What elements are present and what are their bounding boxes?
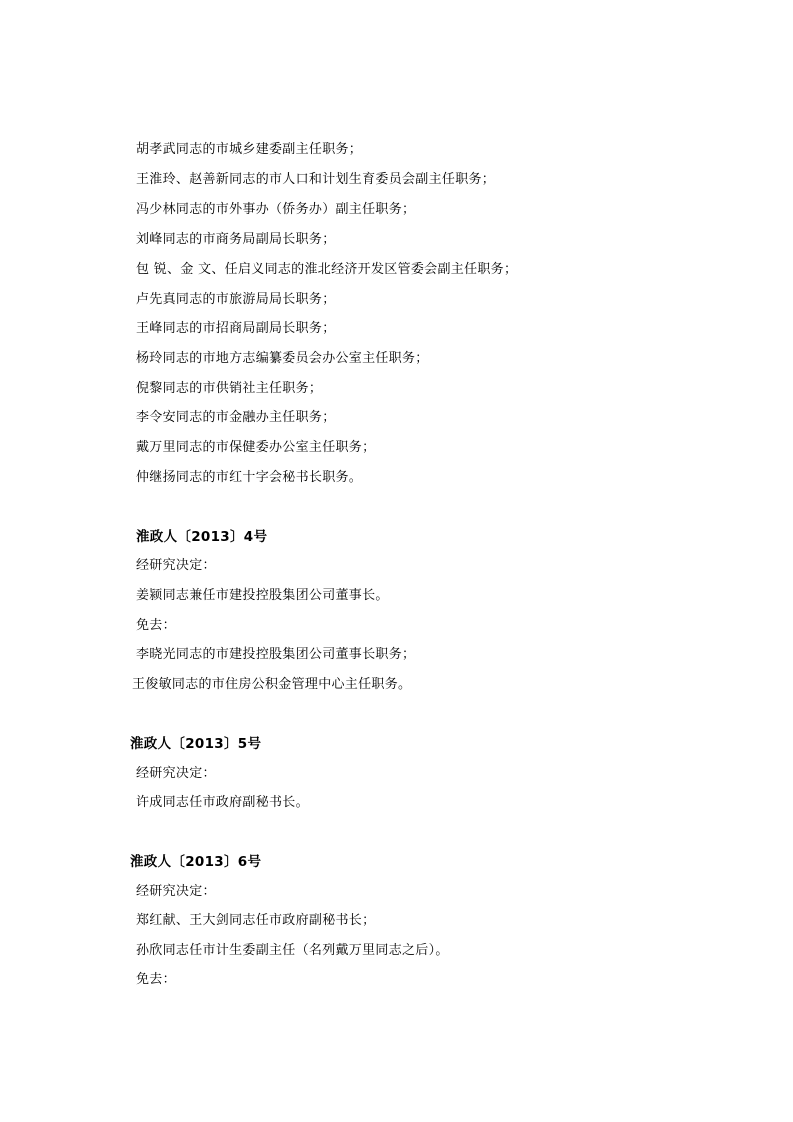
text-line: 免去： xyxy=(136,618,176,633)
text-line: 经研究决定： xyxy=(136,884,216,899)
text-line: 免去： xyxy=(136,972,176,987)
decree-heading: 淮政人〔2013〕4号 xyxy=(136,529,268,545)
text-line: 倪黎同志的市供销社主任职务； xyxy=(136,381,323,396)
text-line: 王俊敏同志的市住房公积金管理中心主任职务。 xyxy=(132,677,412,692)
decree-heading: 淮政人〔2013〕6号 xyxy=(130,854,262,870)
text-line: 仲继扬同志的市红十字会秘书长职务。 xyxy=(136,470,363,485)
text-line: 李晓光同志的市建投控股集团公司董事长职务； xyxy=(136,647,416,662)
text-line: 戴万里同志的市保健委办公室主任职务； xyxy=(136,440,376,455)
text-line: 卢先真同志的市旅游局局长职务； xyxy=(136,292,336,307)
text-line: 杨玲同志的市地方志编纂委员会办公室主任职务； xyxy=(136,351,429,366)
text-line: 王峰同志的市招商局副局长职务； xyxy=(136,321,336,336)
text-line: 郑红献、王大剑同志任市政府副秘书长； xyxy=(136,913,376,928)
text-line: 刘峰同志的市商务局副局长职务； xyxy=(136,232,336,247)
text-line: 经研究决定： xyxy=(136,766,216,781)
decree-heading: 淮政人〔2013〕5号 xyxy=(130,736,262,752)
text-line: 冯少林同志的市外事办（侨务办）副主任职务； xyxy=(136,202,416,217)
text-line: 李令安同志的市金融办主任职务； xyxy=(136,410,336,425)
text-line: 胡孝武同志的市城乡建委副主任职务； xyxy=(136,142,363,157)
text-line: 王淮玲、赵善新同志的市人口和计划生育委员会副主任职务； xyxy=(136,172,496,187)
text-line: 包 锐、金 文、任启义同志的淮北经济开发区管委会副主任职务； xyxy=(136,262,518,277)
text-line: 孙欣同志任市计生委副主任（名列戴万里同志之后）。 xyxy=(136,943,449,958)
text-line: 姜颍同志兼任市建投控股集团公司董事长。 xyxy=(136,588,389,603)
text-line: 许成同志任市政府副秘书长。 xyxy=(136,795,309,810)
text-line: 经研究决定： xyxy=(136,558,216,573)
